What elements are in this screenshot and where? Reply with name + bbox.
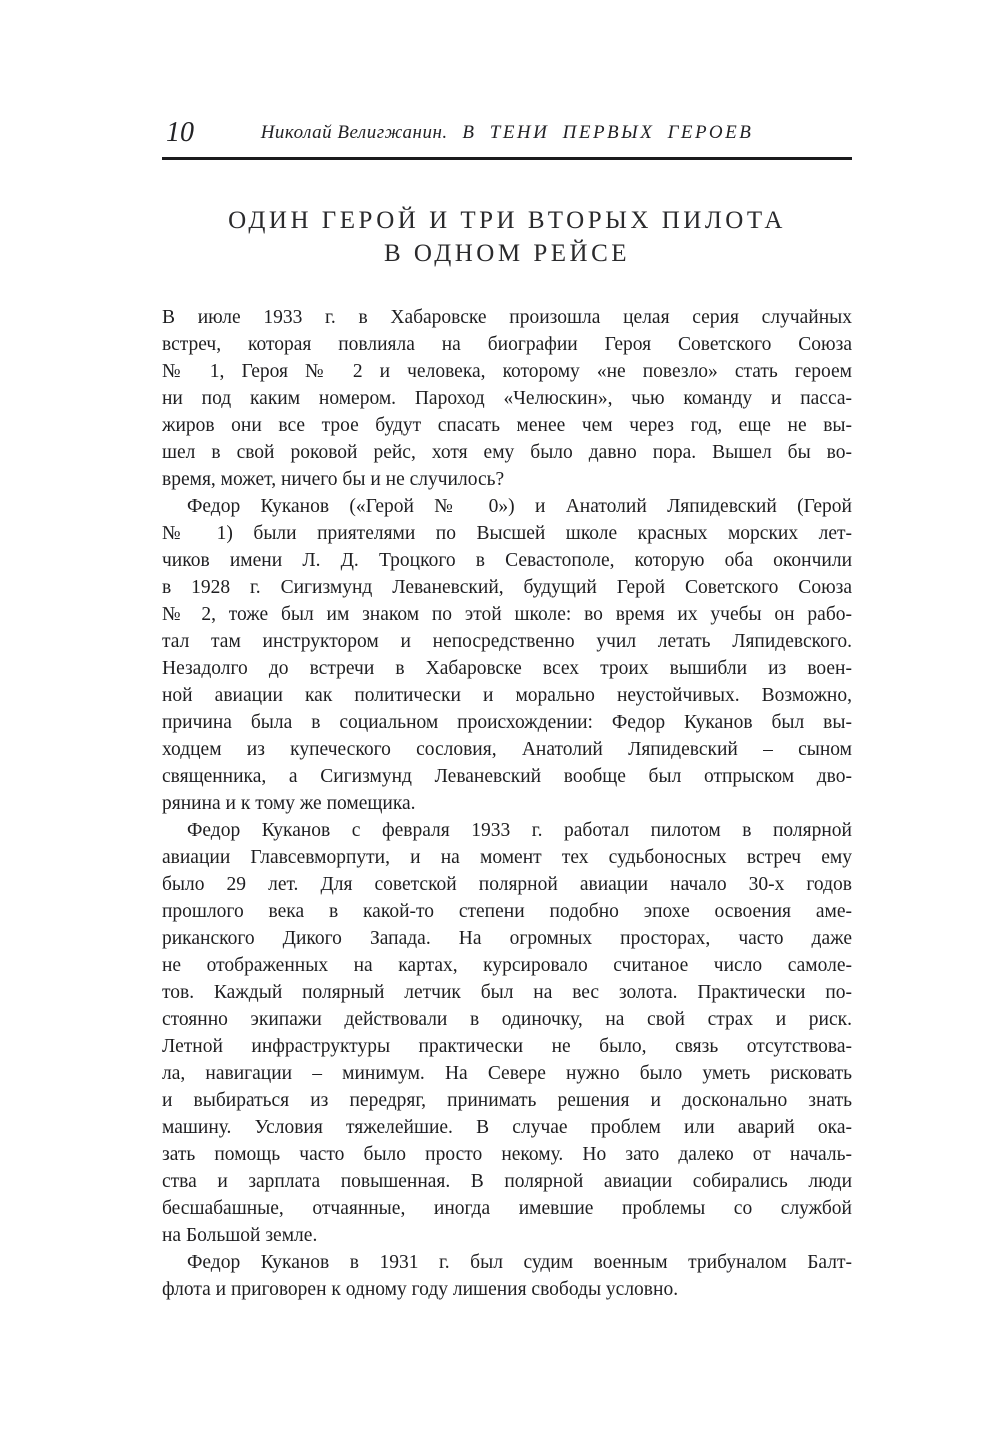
text-line: в 1928 г. Сигизмунд Леваневский, будущий Герой Советского Союза <box>162 577 852 598</box>
text-line: тов. Каждый полярный летчик был на вес золота. Практически по- <box>162 982 852 1003</box>
text-line: Незадолго до встречи в Хабаровске всех троих вышибли из воен- <box>162 658 852 679</box>
paragraph <box>162 1249 852 1303</box>
text-line: № 1, Героя № 2 и человека, которому «не повезло» стать героем <box>162 361 852 382</box>
text-line: Федор Куканов в 1931 г. был судим военным трибуналом Балт- <box>187 1252 852 1273</box>
text-line: ной авиации как политически и морально неустойчивых. Возможно, <box>162 685 852 706</box>
paragraph <box>162 493 852 817</box>
text-line: и выбираться из передряг, принимать решения и досконально знать <box>162 1090 852 1111</box>
text-line: жиров они все трое будут спасать менее чем через год, еще не вы- <box>162 415 852 436</box>
text-line: Федор Куканов («Герой № 0») и Анатолий Ляпидевский (Герой <box>187 496 852 517</box>
text-line: на Большой земле. <box>162 1225 318 1246</box>
body-text <box>162 304 852 1303</box>
text-line: ни под каким номером. Пароход «Челюскин», чью команду и пасса- <box>162 388 852 409</box>
text-line: было 29 лет. Для советской полярной авиации начало 30-х годов <box>162 874 852 895</box>
text-line: тал там инструктором и непосредственно учил летать Ляпидевского. <box>162 631 852 652</box>
text-line: ла, навигации – минимум. На Севере нужно было уметь рисковать <box>162 1063 852 1084</box>
running-title-author: Николай Велигжанин. <box>260 122 448 143</box>
running-title-book: В ТЕНИ ПЕРВЫХ ГЕРОЕВ <box>462 122 754 143</box>
chapter-title-line-1: ОДИН ГЕРОЙ И ТРИ ВТОРЫХ ПИЛОТА <box>228 207 786 234</box>
text-line: время, может, ничего бы и не случилось? <box>162 469 505 490</box>
text-line: шел в свой роковой рейс, хотя ему было давно пора. Вышел бы во- <box>162 442 852 463</box>
text-line: Федор Куканов с февраля 1933 г. работал пилотом в полярной <box>187 820 852 841</box>
text-line: причина была в социальном происхождении: Федор Куканов был вы- <box>162 712 852 733</box>
text-line: авиации Главсевморпути, и на момент тех судьбоносных встреч ему <box>162 847 852 868</box>
text-line: № 2, тоже был им знаком по этой школе: во время их учебы он рабо- <box>162 604 852 625</box>
running-title <box>162 122 852 144</box>
chapter-title <box>162 204 852 270</box>
page-number: 10 <box>166 117 194 148</box>
text-line: ства и зарплата повышенная. В полярной авиации собирались люди <box>162 1171 852 1192</box>
text-line: встреч, которая повлияла на биографии Героя Советского Союза <box>162 334 852 355</box>
text-line: машину. Условия тяжелейшие. В случае проблем или аварий ока- <box>162 1117 852 1138</box>
header-rule <box>162 157 852 160</box>
text-line: риканского Дикого Запада. На огромных просторах, часто даже <box>162 928 852 949</box>
text-line: ходцем из купеческого сословия, Анатолий Ляпидевский – сыном <box>162 739 852 760</box>
text-line: рянина и к тому же помещика. <box>162 793 416 814</box>
text-line: прошлого века в какой-то степени подобно эпохе освоения аме- <box>162 901 852 922</box>
text-line: священника, а Сигизмунд Леваневский вообще был отпрыском дво- <box>162 766 852 787</box>
text-line: чиков имени Л. Д. Троцкого в Севастополе, которую оба окончили <box>162 550 852 571</box>
text-line: стоянно экипажи действовали в одиночку, на свой страх и риск. <box>162 1009 852 1030</box>
text-line: В июле 1933 г. в Хабаровске произошла целая серия случайных <box>162 307 852 328</box>
text-line: бесшабашные, отчаянные, иногда имевшие проблемы со службой <box>162 1198 852 1219</box>
text-line: флота и приговорен к одному году лишения свободы условно. <box>162 1279 679 1300</box>
paragraph <box>162 817 852 1249</box>
text-line: не отображенных на картах, курсировало считаное число самоле- <box>162 955 852 976</box>
chapter-title-line-2: В ОДНОМ РЕЙСЕ <box>383 240 631 267</box>
paragraph <box>162 304 852 493</box>
running-head <box>162 117 852 152</box>
text-line: зать помощь часто было просто некому. Но зато далеко от началь- <box>162 1144 852 1165</box>
text-line: № 1) были приятелями по Высшей школе красных морских лет- <box>162 523 852 544</box>
text-line: Летной инфраструктуры практически не было, связь отсутствова- <box>162 1036 852 1057</box>
